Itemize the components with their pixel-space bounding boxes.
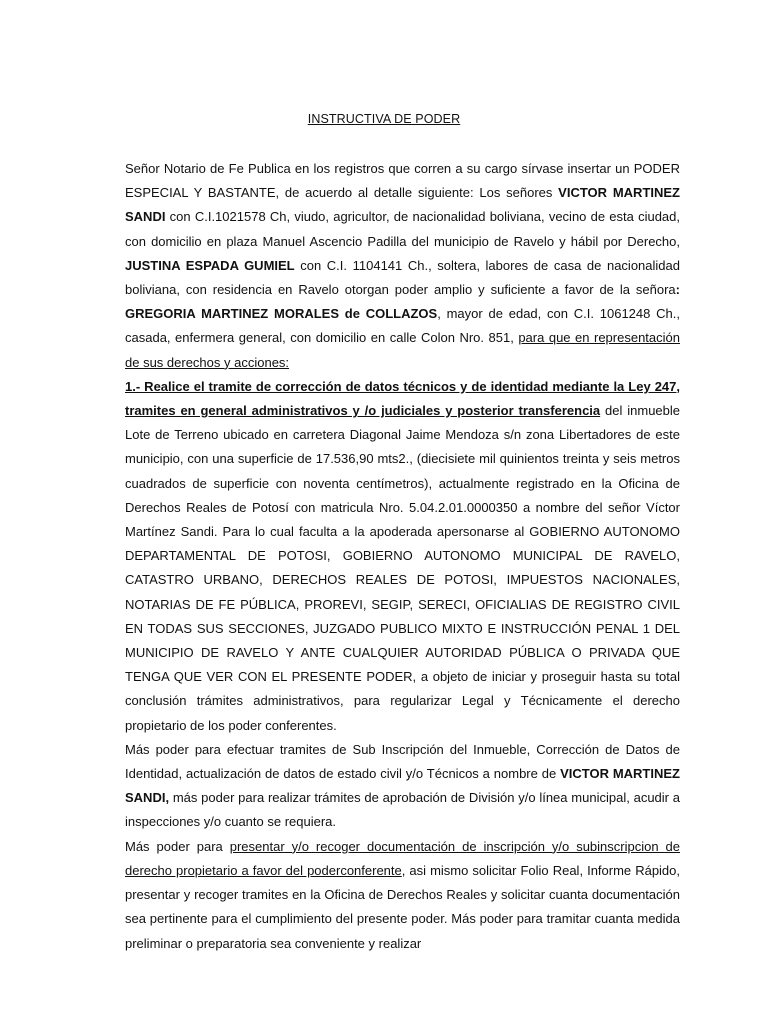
paragraph-registry-powers [125, 835, 680, 956]
bold-name: VICTOR MARTINEZ SANDI, [125, 766, 680, 806]
bold-name: : GREGORIA MARTINEZ MORALES de COLLAZOS [125, 282, 680, 322]
text-run: , mayor de edad, con C.I. 1061248 Ch., casada, enfermera general, con domicilio en calle Colon Nro. 851, [125, 306, 680, 346]
text-run: con C.I.1021578 Ch, viudo, agricultor, de nacionalidad boliviana, vecino de esta ciudad, con domicilio en plaza Manuel Ascencio Padilla del municipio de Ravelo y hábil por Derecho, [125, 209, 680, 249]
text-run: , asi mismo solicitar Folio Real, Informe Rápido, presentar y recoger tramites en la Oficina de Derechos Reales y solicitar cuanta documentación sea pertinente para el cumplimiento del presente poder. Más poder para tramitar cuanta medida preliminar o preparatoria sea conveniente y realizar [125, 862, 681, 951]
document-body [125, 157, 680, 956]
text-run: del inmueble Lote de Terreno ubicado en carretera Diagonal Jaime Mendoza s/n zona Libertadores de este municipio, con una superficie de 17.536,90 mts2., (diecisiete mil quinientos treinta y seis metros cuadrados de superficie con noventa centímetros), actualmente registrado en la Oficina de Derechos Reales de Potosí con matricula Nro. 5.04.2.01.0000350 a nombre del señor Víctor Martínez Sandi. Para lo cual faculta a la apoderada apersonarse al GOBIERNO AUTONOMO DEPARTAMENTAL DE POTOSI, GOBIERNO AUTONOMO MUNICIPAL DE RAVELO, CATASTRO URBANO, DERECHOS REALES DE POTOSI, IMPUESTOS NACIONALES, NOTARIAS DE FE PÚBLICA, PROREVI, SEGIP, SERECI, OFICIALIAS DE REGISTRO CIVIL EN TODAS SUS SECCIONES, JUZGADO PUBLICO MIXTO E INSTRUCCIÓN PENAL 1 DEL MUNICIPIO DE RAVELO Y ANTE CUALQUIER AUTORIDAD PÚBLICA O PRIVADA QUE TENGA QUE VER CON EL PRESENTE PODER, a objeto de iniciar y proseguir hasta su total conclusión trámites administrativos, para regularizar Legal y Técnicamente el derecho propietario de los poder conferentes. [125, 403, 680, 733]
document-title: INSTRUCTIVA DE PODER [307, 112, 461, 126]
paragraph-clause-1 [125, 375, 680, 738]
text-run: Más poder para efectuar tramites de Sub Inscripción del Inmueble, Corrección de Datos de Identidad, actualización de datos de estado civil y/o Técnicos a nombre de [125, 741, 680, 782]
text-run: Señor Notario de Fe Publica en los registros que corren a su cargo sírvase insertar un PODER ESPECIAL Y BASTANTE, de acuerdo al detalle siguiente: Los señores [125, 161, 680, 201]
underlined-text: presentar y/o recoger documentación de inscripción y/o subinscripcion de derecho propietario a favor del poderconferente [125, 838, 681, 878]
text-run: Más poder para [125, 838, 230, 854]
paragraph-grantors [125, 157, 680, 375]
text-run: más poder para realizar trámites de aprobación de División y/o línea municipal, acudir a inspecciones y/o cuanto se requiera. [125, 790, 680, 830]
bold-name: VICTOR MARTINEZ SANDI [125, 185, 680, 225]
paragraph-additional-powers [125, 738, 680, 835]
clause-heading: 1.- Realice el tramite de corrección de datos técnicos y de identidad mediante la Ley 247, tramites en general administrativos y /o judiciales y posterior transferencia [125, 378, 680, 419]
bold-name: JUSTINA ESPADA GUMIEL [125, 257, 295, 273]
underlined-text: para que en representación de sus derechos y acciones: [125, 330, 680, 370]
text-run: con C.I. 1104141 Ch., soltera, labores de casa de nacionalidad boliviana, con residencia en Ravelo otorgan poder amplio y suficiente a favor de la señora [125, 257, 680, 298]
